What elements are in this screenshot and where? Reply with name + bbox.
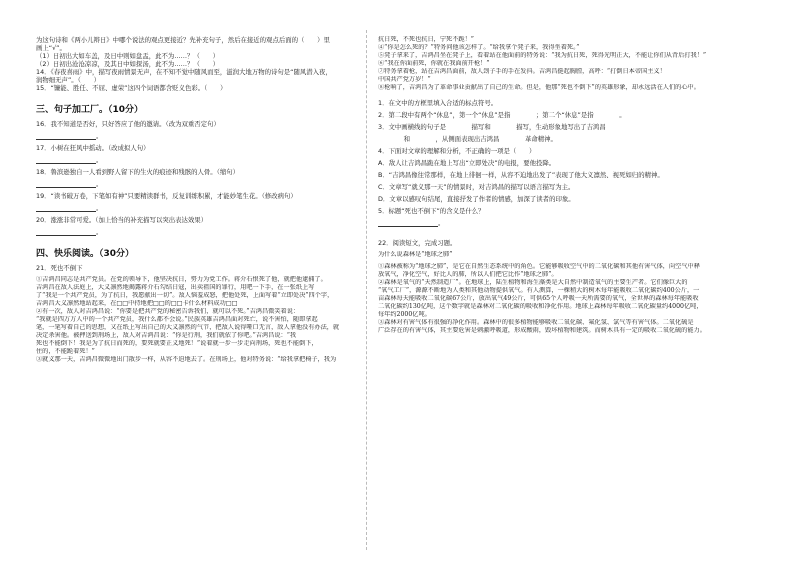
q13-option: （1）日初出大如车盖，及日中则如盘盂，此不为……？（ ） bbox=[36, 52, 220, 60]
q21-header: 21．死也不倒下 bbox=[36, 264, 83, 272]
passage-line: 了“我是一个共产党员，为了抗日，我愿献出一切”。敌人恼羞成怒，把他处死，上面写着“立即处决”四个字， bbox=[36, 292, 334, 299]
question-4-option-a: A．敌人让吉鸿昌跪在地上写出“立即处决”的电报，要他投降。 bbox=[378, 159, 556, 167]
q20-prompt: 20．涨涨非常可爱。（加上恰当的补充描写以突出表达效果） bbox=[36, 216, 208, 224]
question-3: 3．文中画横线的句子是 描写和 描写，生动形象地写出了吉鸿昌 bbox=[378, 123, 606, 131]
question-5: 5．标题“死也不倒下”的含义是什么？ bbox=[378, 207, 485, 215]
q16-prompt: 16．我不知道是否好，只好答应了他的邀请。（改为双重否定句） bbox=[36, 120, 220, 128]
passage-line: ②有一次，敌人对吉鸿昌说：“你要是把共产党的秘密告诉我们，就可以不死。”吉鸿昌微笑着说： bbox=[36, 308, 300, 315]
passage2-line: ②森林是氧气的“天然制造厂”。在地球上，陆生植物和海生藻类是大自然中制造氧气的主要生产者。它们像巨大的 bbox=[378, 279, 688, 286]
passage2-line: 二氧化碳约130亿吨，这个数字就是森林对二氧化碳的吸收和净化作用。地球上森林每年吸收二氧化碳量约4000亿吨， bbox=[378, 303, 703, 310]
right-column bbox=[378, 36, 756, 335]
q13-line: 为这句诗和《两小儿辩日》中哪个说法的观点更接近？先补充句子，然后在接近的观点后面的（ ）里 bbox=[36, 36, 330, 44]
section-4-title: 四、快乐阅读。（30分） bbox=[36, 249, 135, 259]
q14-line: 润物细无声”。（ ） bbox=[36, 76, 101, 84]
passage2-title: 为什么说森林是“地球之肺” bbox=[378, 251, 453, 258]
passage-line: ④“你是怎么死的？”特务问他该怎样了。“给我拿个凳子来，我得坐着死。” bbox=[378, 44, 580, 51]
q13-option: （2）日初出沧沧凉凉，及其日中如探汤，此不为……？（ ） bbox=[36, 60, 220, 68]
q16-answer-line[interactable]: 。 bbox=[36, 132, 384, 140]
passage-line: 中国共产党万岁！” bbox=[378, 76, 431, 83]
passage-line: ③就义那一天，吉鸿昌微微地出门散步一样，从容不迫地去了。在刑场上，他对特务说：“给我拿把椅子，我为 bbox=[36, 356, 337, 363]
q13-line: 画上“√”。 bbox=[36, 44, 66, 52]
question-5-answer-line[interactable]: 。 bbox=[378, 219, 756, 227]
question-4-option-c: C．文章写“就义那一天”的情景时，对吉鸿昌的描写以语言描写为主。 bbox=[378, 183, 575, 191]
q17-prompt: 17．小树在狂风中摇动。（改成拟人句） bbox=[36, 144, 150, 152]
passage-line: 吉鸿昌在敌人法庭上，大义凛然地揭露蒋介石勾结日寇，出卖祖国的罪行，用吧一下手，在一张纸上写 bbox=[36, 284, 315, 291]
passage-line: 吉鸿昌大义凛然地站起来，在□□中持地把□□的□□卡什么材料成功□□ bbox=[36, 300, 238, 307]
q14-line: 14．《春夜喜雨》中，描写夜雨情景无声，在不知不觉中随风而至，滋润大地万物的诗句是“随风潜入夜， bbox=[36, 68, 332, 76]
question-4-option-b: B．“吉鸿昌像往常那样，在地上徘徊一样，从容不迫地出发了”表现了他大义凛然、视死如归的精神。 bbox=[378, 171, 664, 179]
question-4-option-d: D．文章以感叹句结尾，直接抒发了作者的情感，加深了读者的印象。 bbox=[378, 195, 575, 203]
passage-line: ⑤凳子拿来了，吉鸿昌坐在凳子上，看着站在他面前的特务说：“我为抗日死，死得光明正大，不能让你们从背后打我！” bbox=[378, 52, 707, 59]
q19-prompt: 19．“读书破万卷，下笔如有神”只要精读群书，反复训练积累，才能妙笔生花。（修改病句） bbox=[36, 192, 297, 200]
passage-line: ①吉鸿昌同志是共产党员。在党的领导下，他坚决抗日，努力为党工作。蒋介石恨死了他，就把他逮捕了。 bbox=[36, 276, 327, 283]
section-3-title: 三、句子加工厂。（10分） bbox=[36, 105, 144, 115]
passage2-line: 广泛存在的有害气体，其主要危害是刺激呼吸道，形成酸雨，毁坏植物和建筑。而树木具有一定的吸收二氧化硫的能力。 bbox=[378, 327, 706, 334]
passage2-line: 亩森林每天能吸收二氧化碳67公斤，放出氧气49公斤，可供65个人呼吸一天所需要的氧气，全世界的森林每年能吸收 bbox=[378, 295, 699, 302]
passage-line: ⑥“我在你面前死，你就在我面前开枪！” bbox=[378, 60, 490, 67]
question-4: 4．下面对文章的理解和分析，不正确的一项是（ ） bbox=[378, 147, 536, 155]
left-column bbox=[36, 36, 384, 364]
passage2-line: ③森林对有害气体有很强的净化作用。森林中的很多植物能够吸收二氧化碳、氟化氢、氯气等有害气体。二氧化硫是 bbox=[378, 319, 694, 326]
passage2-line: ①森林被称为“地球之肺”，是它在自然生态系统中的角色。它能够吸收空气中的二氧化碳和其他有害气体，向空气中释 bbox=[378, 263, 700, 270]
passage2-line: 每年约2000亿吨。 bbox=[378, 311, 431, 318]
passage-line: ⑧枪响了，吉鸿昌为了革命事业贡献出了自己的生命。但是，他那“死也不倒下”的英雄形象，却永远活在人们的心中。 bbox=[378, 84, 700, 91]
passage-line: 住的，不能跪着死！” bbox=[36, 348, 95, 355]
question-1: 1．在文中的方框里填入合适的标点符号。 bbox=[378, 99, 498, 107]
passage2-line: “氧气工厂”，源源不断地为人类和其他动物提供氧气。有人测算，一棵稍大的树木每年能吸收二氧化碳约400公斤，一 bbox=[378, 287, 700, 294]
question-2: 2．第二段中有两个“休息”，第一个“休息”是指 ；第二个“休息”是指 。 bbox=[378, 111, 626, 119]
q20-answer-line[interactable]: 。 bbox=[36, 228, 384, 236]
passage-line: 抗日死，不死也抗日，宁死不跪！” bbox=[378, 36, 474, 43]
passage-line: ⑦特务拿着枪，站在吉鸿昌面前，敌人刽子手的手在发抖。吉鸿昌挺起胸膛，高呼：“打倒日本帝国主义！ bbox=[378, 68, 666, 75]
q15-line: 15．“镰能、胜任、不屈、虚荣”这四个词语都含贬义色彩。（ ） bbox=[36, 84, 227, 92]
q18-answer-line[interactable]: 。 bbox=[36, 180, 384, 188]
question-3: 和 ，从侧面表现出吉鸿昌 革命精神。 bbox=[378, 135, 557, 143]
passage2-line: 放氧气，净化空气，好比人的肺，所以人们把它比作“地球之肺”。 bbox=[378, 271, 558, 278]
passage-line: 笔，一笔写着自己的思想，又在纸上写出自己的大义凛然的气节，把敌人说得哑口无言，敌人拿他没有办法，就 bbox=[36, 324, 340, 331]
passage-line: “我就是四万万人中的一个共产党员，我什么都不会说。”民族英雄吉鸿昌面对死亡，说不害怕，随即拿起 bbox=[36, 316, 318, 323]
passage-line: 死也不能倒下！我是为了抗日而死的，要死就要正义地死！”说着就一步一步走向刑场，死也不能倒下， bbox=[36, 340, 318, 347]
passage-line: 决定杀害他。被押送到刑场上，敌人对吉鸿昌说：“你是行刑，我们就依了你吧。”吉鸿昌说：“我 bbox=[36, 332, 297, 339]
q19-answer-line[interactable]: 。 bbox=[36, 204, 384, 212]
q22-header: 22．阅读短文，完成习题。 bbox=[378, 239, 457, 247]
q18-prompt: 18．鲁滨逊独自一人看到野人留下的生火的痕迹和残骸的人骨。（缩句） bbox=[36, 168, 240, 176]
q17-answer-line[interactable]: 。 bbox=[36, 156, 384, 164]
